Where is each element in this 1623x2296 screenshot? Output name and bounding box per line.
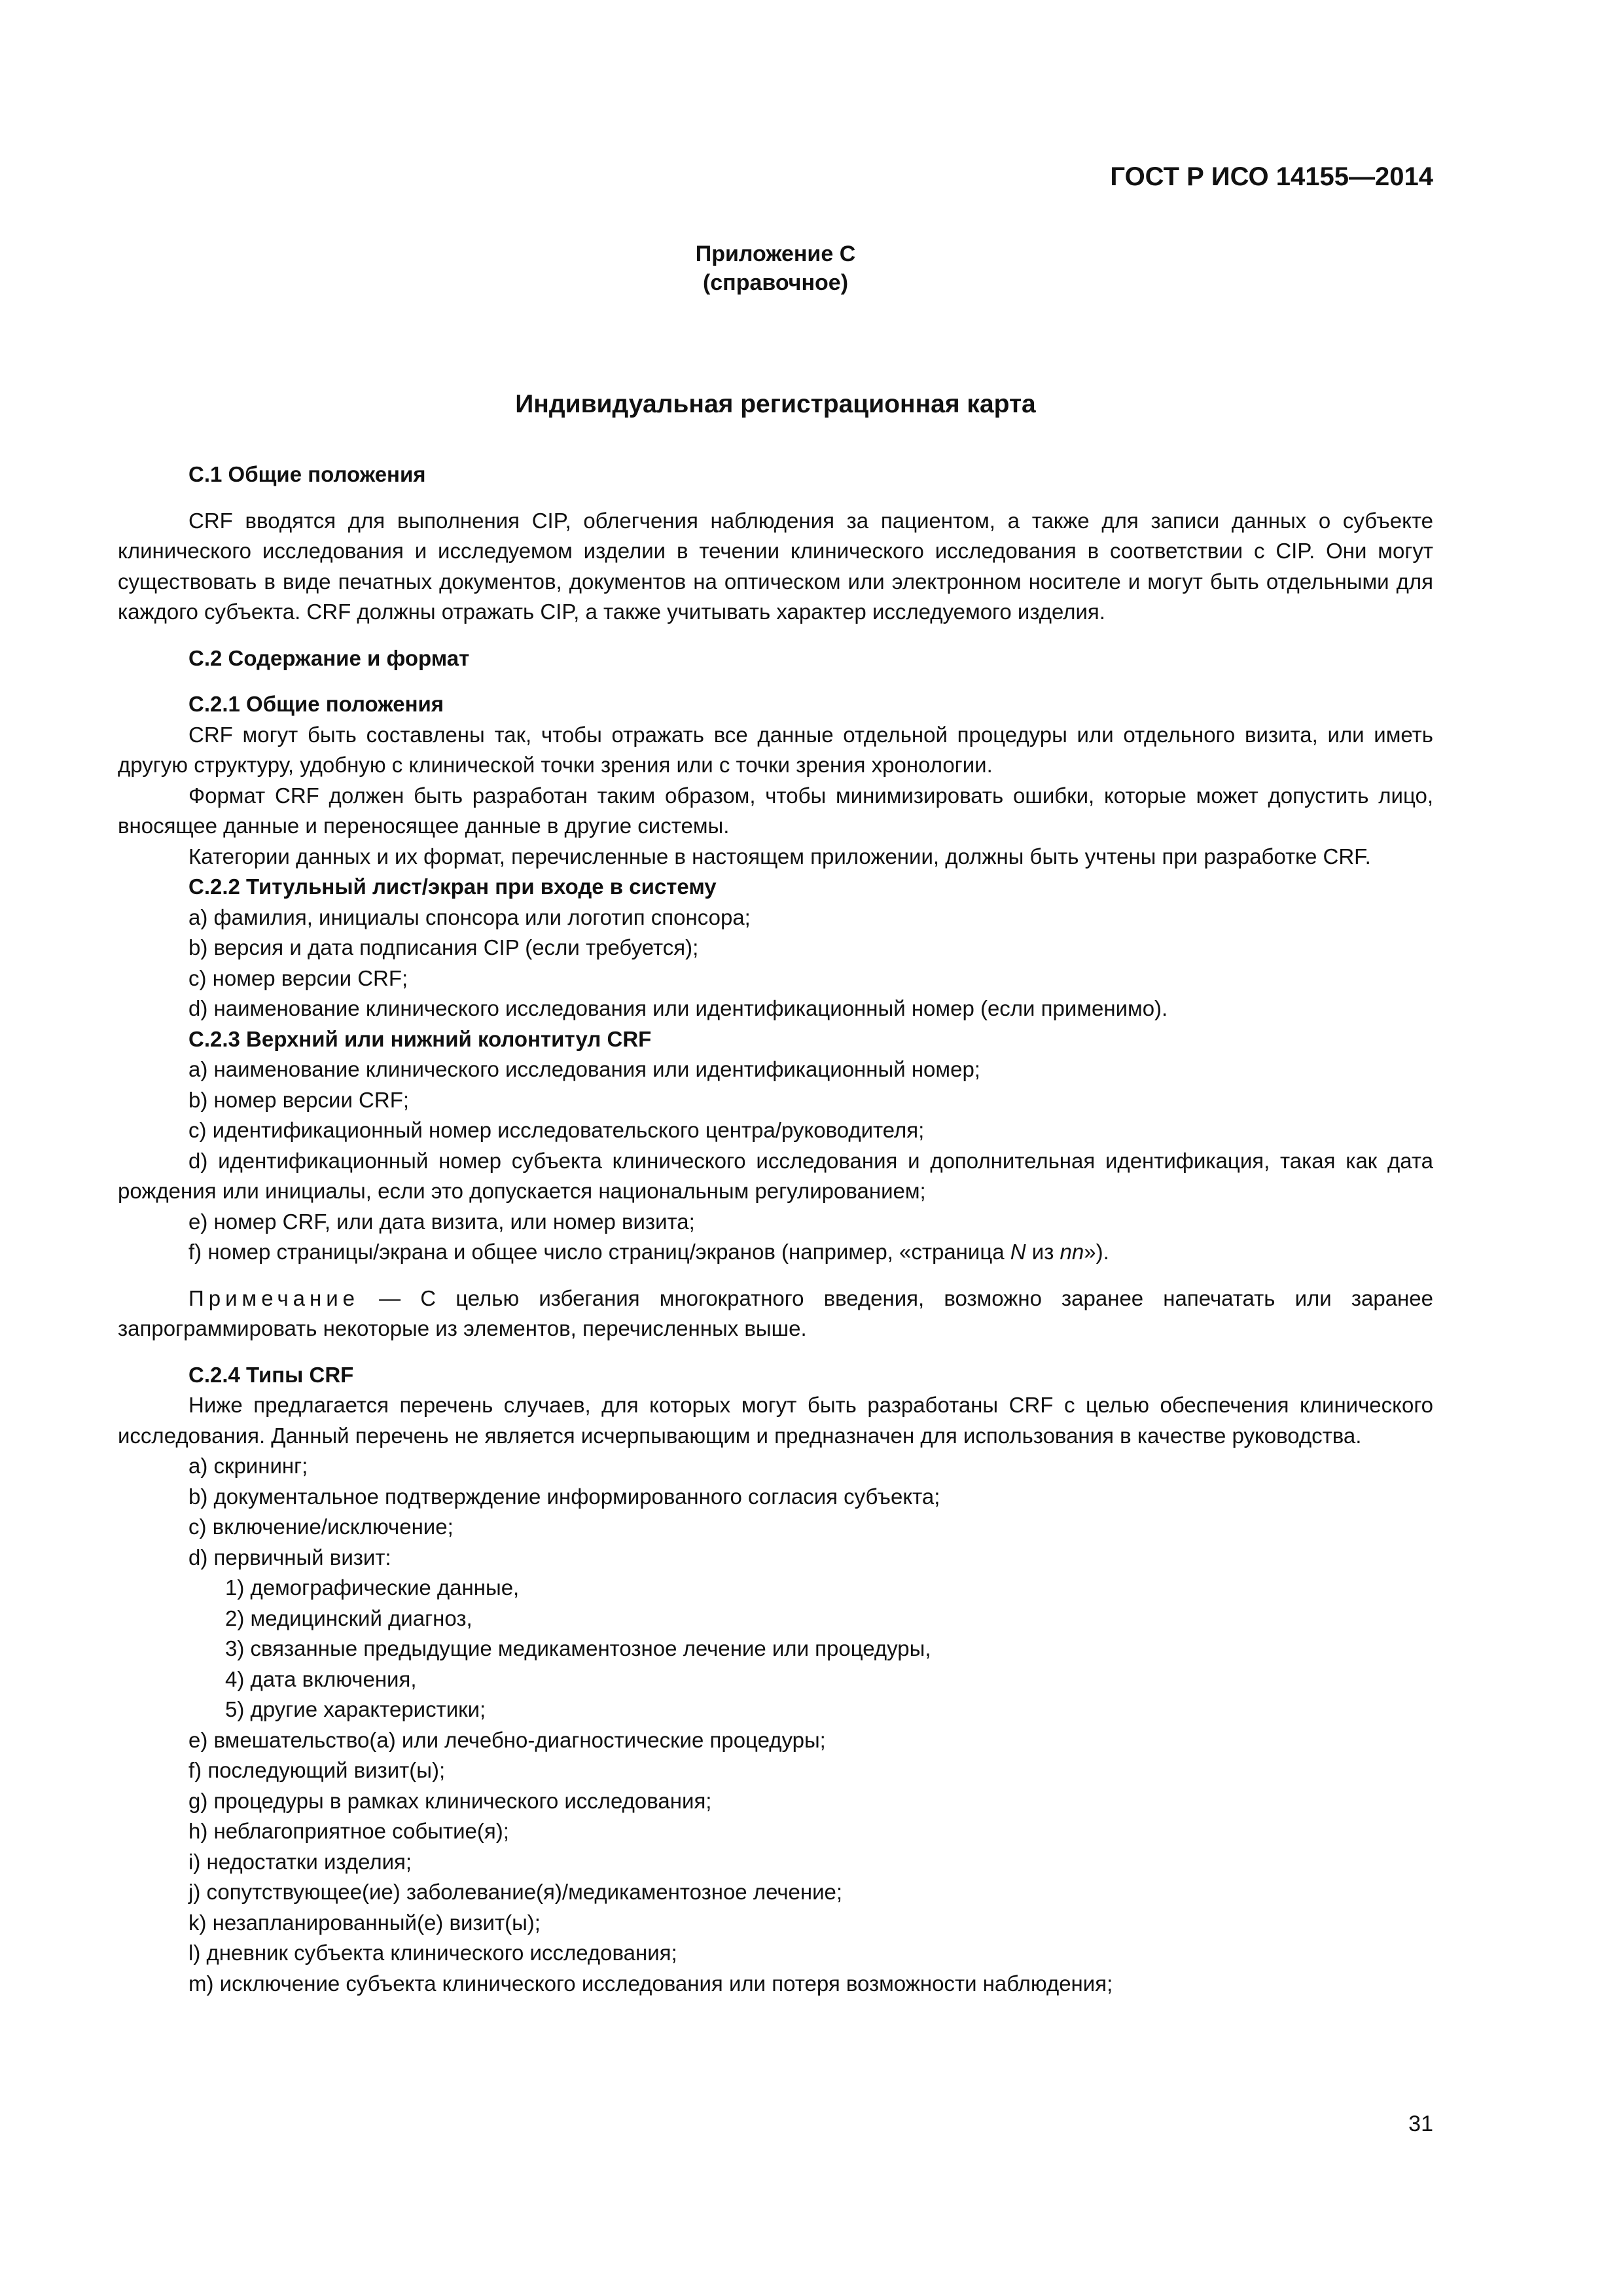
list-item: b) номер версии CRF; (188, 1087, 410, 1112)
item-f-mid: из (1026, 1240, 1060, 1264)
list-item: b) документальное подтверждение информированного согласия субъекта; (188, 1484, 940, 1509)
standard-id-header: ГОСТ Р ИСО 14155—2014 (1110, 162, 1433, 191)
list-item: b) версия и дата подписания CIP (если требуется); (188, 935, 699, 960)
list-item: а) скрининг; (188, 1454, 308, 1478)
note-label: Примечание (188, 1285, 360, 1310)
list-item: c) включение/исключение; (188, 1515, 454, 1539)
section-c2-heading: С.2 Содержание и формат (188, 645, 470, 670)
sub-list-item: 5) другие характеристики; (225, 1697, 486, 1721)
list-item: c) номер версии CRF; (188, 965, 408, 990)
list-item: а) фамилия, инициалы спонсора или логотип спонсора; (188, 905, 751, 929)
document-title: Индивидуальная регистрационная карта (515, 390, 1036, 418)
list-item: d) наименование клинического исследования или идентификационный номер (если применимо). (188, 996, 1168, 1020)
item-f-nn: nn (1060, 1240, 1084, 1264)
appendix-label: Приложение С (695, 242, 856, 266)
sub-list-item: 4) дата включения, (225, 1666, 417, 1691)
section-c23-heading: С.2.3 Верхний или нижний колонтитул CRF (188, 1026, 652, 1051)
list-item: d) первичный визит: (188, 1545, 391, 1570)
list-item: f) последующий визит(ы); (188, 1758, 446, 1782)
sub-list-item: 3) связанные предыдущие медикаментозное лечение или процедуры, (225, 1636, 931, 1660)
list-item: e) номер CRF, или дата визита, или номер визита; (188, 1209, 695, 1234)
section-c21-paragraph-2: Формат CRF должен быть разработан таким образом, чтобы минимизировать ошибки, которые может допустить лицо, вносящее данные и переносящее данные в другие системы. (118, 783, 1433, 838)
list-item-page-count (118, 1237, 1433, 1268)
list-item: l) дневник субъекта клинического исследования; (188, 1941, 677, 1965)
list-item: k) незапланированный(е) визит(ы); (188, 1910, 541, 1935)
section-c21-heading: С.2.1 Общие положения (188, 692, 444, 716)
list-item: d) идентификационный номер субъекта клинического исследования и дополнительная идентификация, такая как дата рождения или инициалы, если это допускается национальным регулированием; (118, 1148, 1433, 1203)
section-c24-intro: Ниже предлагается перечень случаев, для которых могут быть разработаны CRF с целью обеспечения клинического исследования. Данный перечень не является исчерпывающим и предназначен для использования в качестве руководства. (118, 1393, 1433, 1448)
list-item: а) наименование клинического исследования или идентификационный номер; (188, 1057, 980, 1081)
sub-list-item: 1) демографические данные, (225, 1575, 520, 1600)
section-c21-paragraph-1: CRF могут быть составлены так, чтобы отражать все данные отдельной процедуры или отдельного визита, или иметь другую структуру, удобную с клинической точки зрения или с точки зрения хронологии. (118, 722, 1433, 777)
item-f-n: N (1010, 1240, 1026, 1264)
list-item: e) вмешательство(а) или лечебно-диагностические процедуры; (188, 1727, 826, 1752)
list-item: h) неблагоприятное событие(я); (188, 1819, 509, 1843)
section-c1-heading: С.1 Общие положения (188, 462, 426, 486)
note-text: — С целью избегания многократного введения, возможно заранее напечатать или заранее запрограммировать некоторые из элементов, перечисленных выше. (118, 1285, 1433, 1340)
list-item: m) исключение субъекта клинического исследования или потеря возможности наблюдения; (188, 1971, 1113, 1996)
note-paragraph (118, 1283, 1433, 1344)
section-c22-heading: С.2.2 Титульный лист/экран при входе в систему (188, 874, 717, 899)
list-item: c) идентификационный номер исследовательского центра/руководителя; (188, 1118, 925, 1142)
section-c21-paragraph-3: Категории данных и их формат, перечисленные в настоящем приложении, должны быть учтены при разработке CRF. (188, 844, 1371, 869)
list-item: i) недостатки изделия; (188, 1849, 412, 1874)
list-item: g) процедуры в рамках клинического исследования; (188, 1788, 712, 1813)
item-f-suffix: »). (1084, 1240, 1109, 1264)
page-number: 31 (1408, 2111, 1433, 2136)
document-body (118, 459, 1433, 1999)
item-f-prefix: f) номер страницы/экрана и общее число страниц/экранов (например, «страница (188, 1240, 1010, 1264)
appendix-type: (справочное) (702, 270, 849, 295)
sub-list-item: 2) медицинский диагноз, (225, 1605, 473, 1630)
list-item: j) сопутствующее(ие) заболевание(я)/медикаментозное лечение; (188, 1880, 843, 1904)
section-c1-text: CRF вводятся для выполнения CIP, облегчения наблюдения за пациентом, а также для записи данных о субъекте клинического исследования и исследуемом изделии в течении клинического исследования в соответствии с CIP. Они могут существовать в виде печатных документов, документов на оптическом или электронном носителе и могут быть отдельными для каждого субъекта. CRF должны отражать CIP, а также учитывать характер исследуемого изделия. (118, 508, 1433, 624)
section-c24-heading: С.2.4 Типы CRF (188, 1362, 354, 1387)
